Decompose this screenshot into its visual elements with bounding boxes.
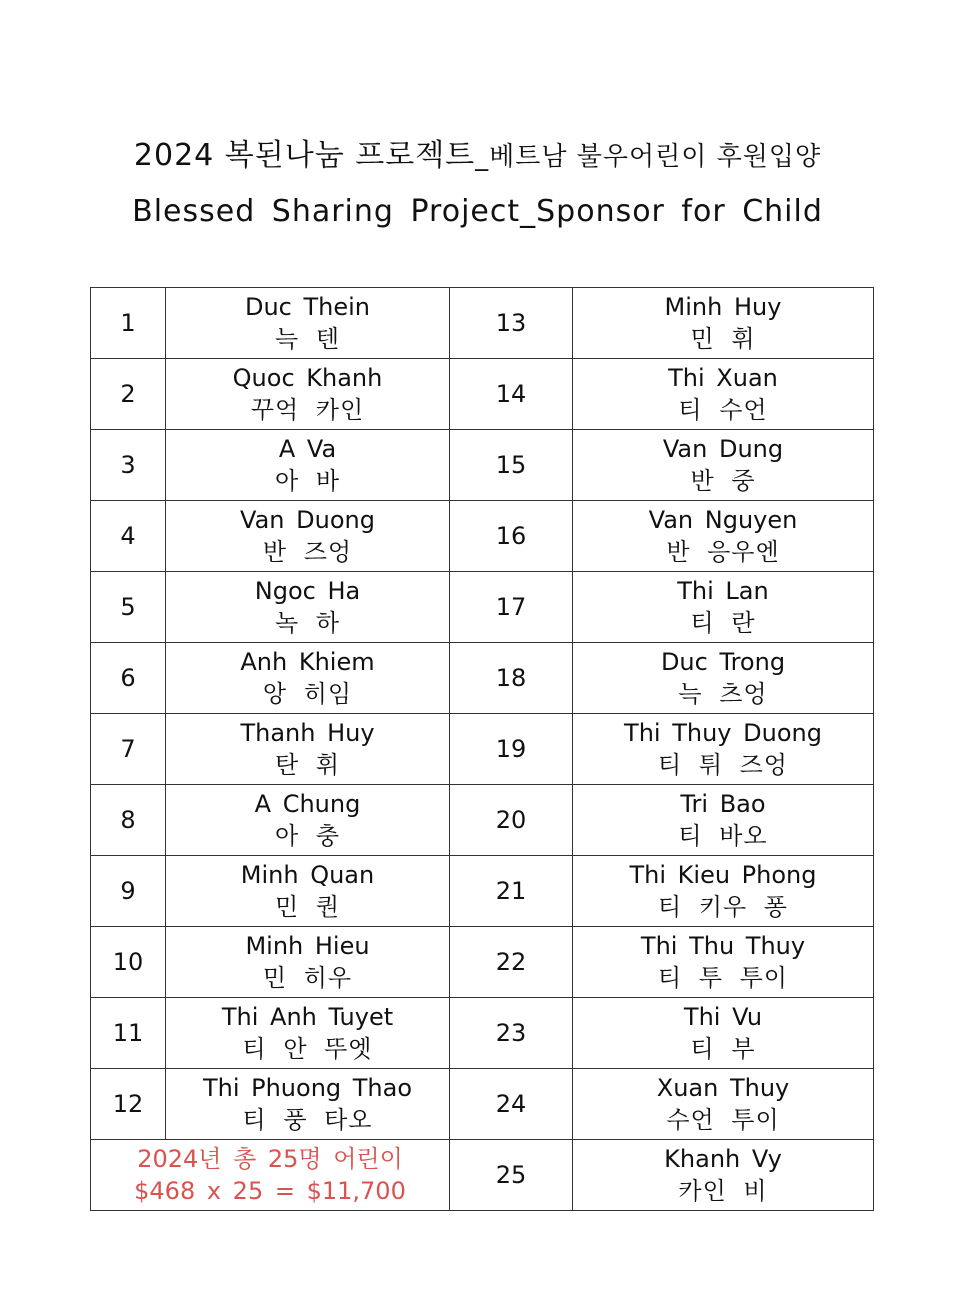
- child-name-ko: 탄 휘: [275, 751, 340, 779]
- child-name-en: Van Dung: [662, 435, 784, 463]
- child-name-cell: [166, 998, 450, 1069]
- child-name-ko: 아 충: [275, 822, 340, 850]
- child-name-cell: [166, 927, 450, 998]
- child-number: 19: [450, 714, 573, 785]
- child-name-en: Minh Huy: [664, 293, 782, 321]
- child-number: 2: [91, 359, 166, 430]
- table-row: [91, 1069, 874, 1140]
- child-name-cell: [166, 359, 450, 430]
- child-name-cell: [573, 998, 874, 1069]
- child-number: 24: [450, 1069, 573, 1140]
- child-number: 1: [91, 288, 166, 359]
- summary-total: $468 x 25 = $11,700: [134, 1177, 406, 1205]
- table-row: [91, 430, 874, 501]
- child-name-ko: 티 안 뚜엣: [242, 1035, 373, 1063]
- child-number: 18: [450, 643, 573, 714]
- child-number: 3: [91, 430, 166, 501]
- child-name-ko: 꾸억 카인: [250, 396, 365, 424]
- child-name-ko: 티 수언: [678, 396, 768, 424]
- child-name-cell: [573, 714, 874, 785]
- table-row: [91, 998, 874, 1069]
- child-name-ko: 티 부: [690, 1035, 756, 1063]
- child-number: 4: [91, 501, 166, 572]
- child-name-cell: [166, 430, 450, 501]
- child-name-en: Thanh Huy: [240, 719, 375, 747]
- child-name-cell: [166, 501, 450, 572]
- sponsorship-summary: [91, 1140, 450, 1211]
- child-number: 8: [91, 785, 166, 856]
- summary-count: 2024년 총 25명 어린이: [137, 1145, 403, 1173]
- table-row: [91, 927, 874, 998]
- child-number: 10: [91, 927, 166, 998]
- child-name-cell: [166, 856, 450, 927]
- child-name-ko: 앙 히임: [262, 680, 353, 708]
- page-title-korean: [0, 136, 955, 177]
- child-number: 7: [91, 714, 166, 785]
- child-number: 9: [91, 856, 166, 927]
- child-number: 25: [450, 1140, 573, 1211]
- table-row: [91, 288, 874, 359]
- child-number: 21: [450, 856, 573, 927]
- child-name-en: Thi Thu Thuy: [640, 932, 806, 960]
- child-number: 23: [450, 998, 573, 1069]
- child-name-en: Thi Lan: [677, 577, 769, 605]
- child-name-cell: [573, 430, 874, 501]
- child-name-ko: 반 즈엉: [262, 538, 353, 566]
- child-number: 12: [91, 1069, 166, 1140]
- table-row: [91, 856, 874, 927]
- child-name-en: Thi Kieu Phong: [629, 861, 817, 889]
- child-name-ko: 민 휘: [690, 325, 756, 353]
- child-name-ko: 반 응우엔: [666, 538, 780, 566]
- child-name-en: Thi Thuy Duong: [624, 719, 822, 747]
- table-row: [91, 1140, 874, 1211]
- child-name-en: Van Duong: [240, 506, 375, 534]
- child-name-cell: [166, 288, 450, 359]
- child-number: 6: [91, 643, 166, 714]
- child-name-cell: [166, 572, 450, 643]
- child-name-cell: [166, 1069, 450, 1140]
- child-name-en: Duc Thein: [244, 293, 371, 321]
- table-row: [91, 359, 874, 430]
- child-name-ko: 티 풍 타오: [242, 1106, 373, 1134]
- child-name-cell: [573, 856, 874, 927]
- child-number: 17: [450, 572, 573, 643]
- child-name-en: Quoc Khanh: [232, 364, 383, 392]
- child-name-cell: [573, 785, 874, 856]
- child-name-cell: [573, 1140, 874, 1211]
- child-name-cell: [573, 501, 874, 572]
- child-number: 14: [450, 359, 573, 430]
- child-name-ko: 티 키우 퐁: [658, 893, 788, 921]
- child-name-ko: 녹 하: [275, 609, 340, 637]
- page-title-english: Blessed Sharing Project_Sponsor for Child: [132, 194, 823, 229]
- child-name-ko: 수언 투이: [666, 1106, 780, 1134]
- table-row: [91, 643, 874, 714]
- child-name-en: A Chung: [254, 790, 361, 818]
- child-number: 15: [450, 430, 573, 501]
- child-number: 20: [450, 785, 573, 856]
- child-name-ko: 아 바: [275, 467, 340, 495]
- child-name-ko: 티 란: [690, 609, 756, 637]
- table-row: [91, 785, 874, 856]
- child-name-ko: 티 바오: [678, 822, 768, 850]
- child-name-cell: [573, 1069, 874, 1140]
- child-name-cell: [166, 785, 450, 856]
- child-name-ko: 늑 츠엉: [678, 680, 768, 708]
- child-name-en: Xuan Thuy: [656, 1074, 790, 1102]
- child-name-en: Tri Bao: [680, 790, 766, 818]
- child-name-cell: [166, 714, 450, 785]
- child-name-en: Ngoc Ha: [254, 577, 361, 605]
- child-name-en: Khanh Vy: [664, 1145, 782, 1173]
- child-name-ko: 늑 텐: [275, 325, 340, 353]
- child-name-cell: [573, 288, 874, 359]
- child-number: 11: [91, 998, 166, 1069]
- sponsor-child-table: [90, 287, 874, 1211]
- child-number: 16: [450, 501, 573, 572]
- child-name-en: Van Nguyen: [648, 506, 798, 534]
- child-number: 5: [91, 572, 166, 643]
- child-name-en: Minh Quan: [240, 861, 375, 889]
- child-name-en: A Va: [278, 435, 337, 463]
- child-name-en: Anh Khiem: [240, 648, 375, 676]
- child-name-en: Thi Anh Tuyet: [221, 1003, 394, 1031]
- child-name-en: Minh Hieu: [245, 932, 370, 960]
- child-name-ko: 티 투 투이: [658, 964, 788, 992]
- child-name-ko: 티 튀 즈엉: [658, 751, 788, 779]
- child-name-ko: 반 중: [690, 467, 756, 495]
- child-name-en: Thi Vu: [683, 1003, 763, 1031]
- child-name-cell: [166, 643, 450, 714]
- child-name-cell: [573, 572, 874, 643]
- child-number: 22: [450, 927, 573, 998]
- table-row: [91, 501, 874, 572]
- table-row: [91, 714, 874, 785]
- child-name-ko: 민 퀀: [275, 893, 340, 921]
- child-number: 13: [450, 288, 573, 359]
- child-name-ko: 카인 비: [678, 1177, 768, 1205]
- child-name-cell: [573, 359, 874, 430]
- title-sub: _베트남 불우어린이 후원입양: [475, 142, 822, 172]
- child-name-en: Duc Trong: [660, 648, 786, 676]
- title-main: 2024 복된나눔 프로젝트: [133, 138, 476, 173]
- child-name-cell: [573, 643, 874, 714]
- child-name-cell: [573, 927, 874, 998]
- child-name-en: Thi Xuan: [668, 364, 778, 392]
- child-name-ko: 민 히우: [262, 964, 353, 992]
- table-row: [91, 572, 874, 643]
- child-name-en: Thi Phuong Thao: [202, 1074, 413, 1102]
